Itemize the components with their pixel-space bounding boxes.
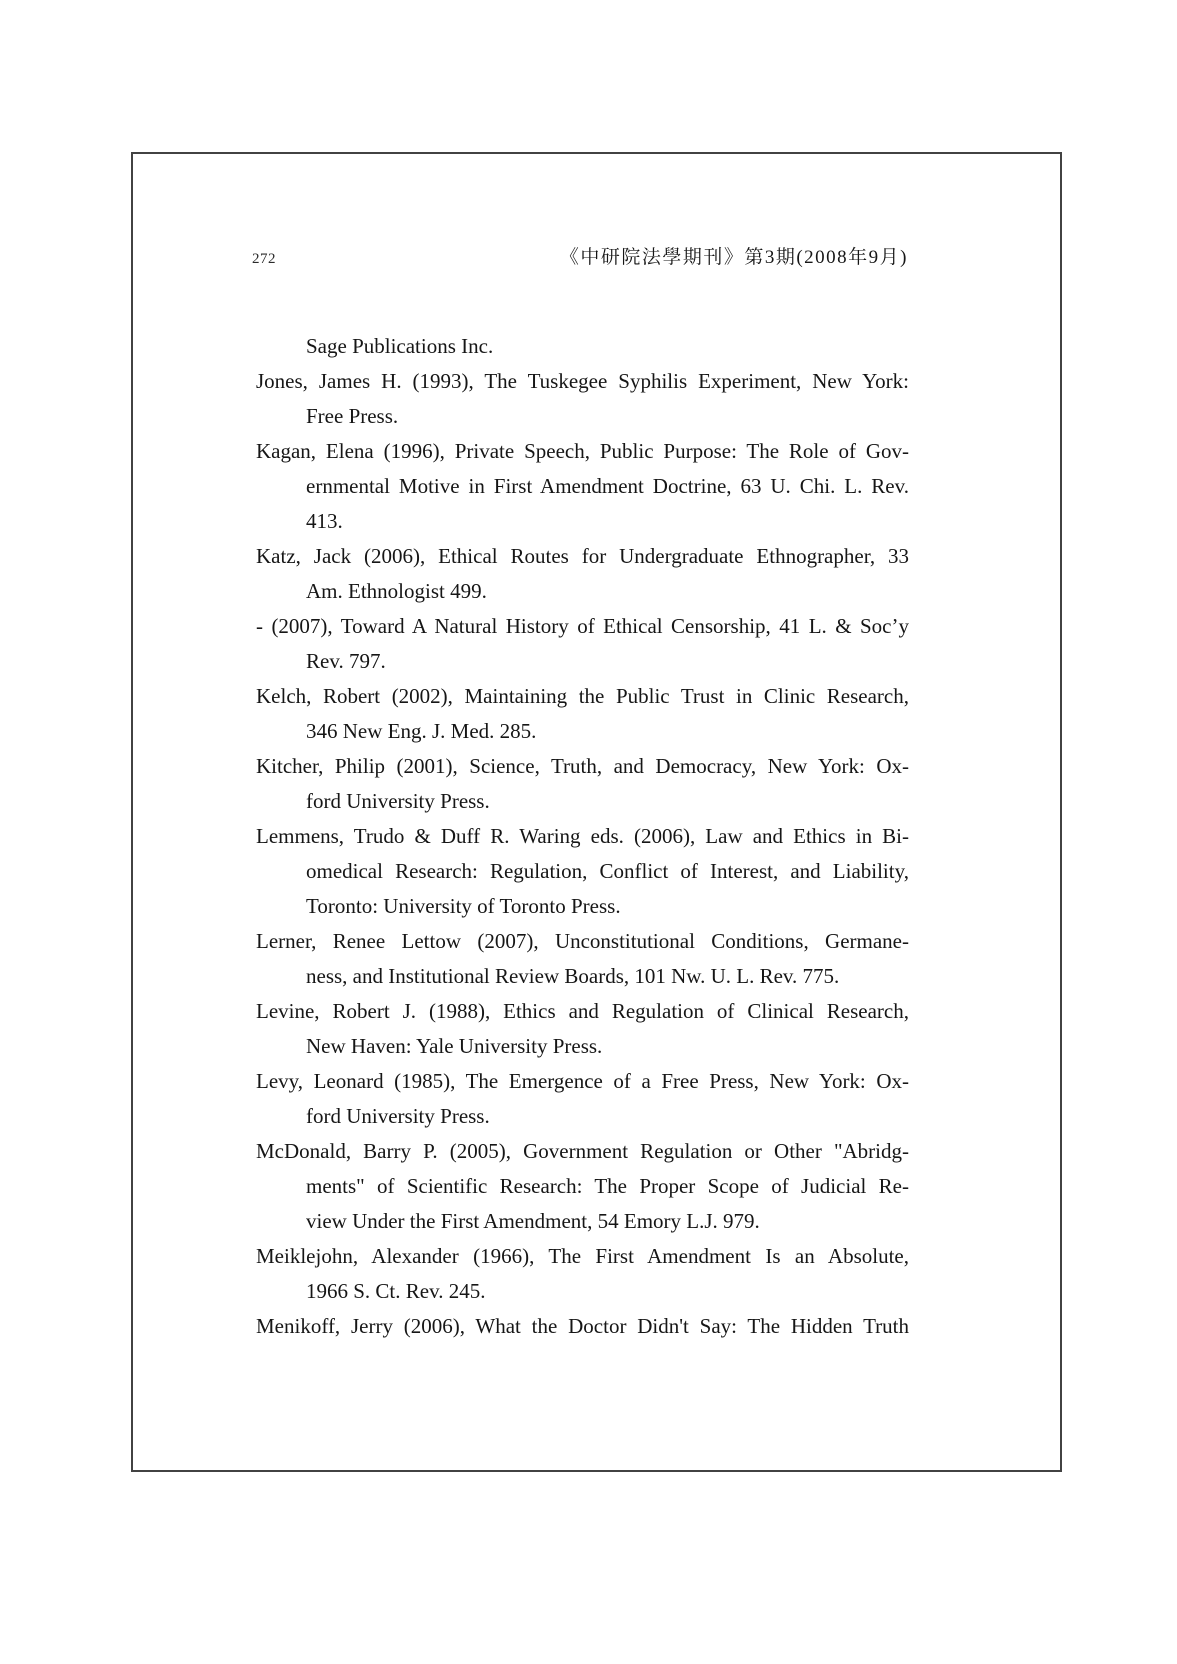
reference-line: Kagan, Elena (1996), Private Speech, Public Purpose: The Role of Gov- — [256, 439, 909, 463]
reference-line: ments" of Scientific Research: The Proper Scope of Judicial Re- — [306, 1174, 909, 1198]
reference-entry — [256, 1309, 909, 1344]
reference-line: Toronto: University of Toronto Press. — [306, 894, 621, 918]
references-list — [256, 329, 909, 1344]
reference-entry — [256, 609, 909, 679]
journal-title: 《中研院法學期刊》第3期(2008年9月) — [559, 247, 908, 268]
reference-line: Rev. 797. — [306, 649, 386, 673]
reference-entry — [256, 329, 909, 364]
reference-line: ford University Press. — [306, 1104, 490, 1128]
reference-line: ness, and Institutional Review Boards, 101 Nw. U. L. Rev. 775. — [306, 964, 840, 988]
reference-line: Jones, James H. (1993), The Tuskegee Syphilis Experiment, New York: — [256, 369, 909, 393]
reference-entry — [256, 364, 909, 434]
reference-line: Menikoff, Jerry (2006), What the Doctor Didn't Say: The Hidden Truth — [256, 1314, 909, 1338]
reference-line: Katz, Jack (2006), Ethical Routes for Undergraduate Ethnographer, 33 — [256, 544, 909, 568]
reference-line: view Under the First Amendment, 54 Emory L.J. 979. — [306, 1209, 760, 1233]
reference-line: Sage Publications Inc. — [306, 334, 494, 358]
reference-entry — [256, 434, 909, 539]
page-header — [252, 242, 908, 269]
reference-line: ford University Press. — [306, 789, 490, 813]
page-number: 272 — [252, 251, 276, 267]
reference-line: Kelch, Robert (2002), Maintaining the Public Trust in Clinic Research, — [256, 684, 909, 708]
reference-line: - (2007), Toward A Natural History of Ethical Censorship, 41 L. & Soc’y — [256, 614, 909, 638]
reference-line: McDonald, Barry P. (2005), Government Regulation or Other "Abridg- — [256, 1139, 909, 1163]
reference-line: omedical Research: Regulation, Conflict of Interest, and Liability, — [306, 859, 909, 883]
reference-line: Am. Ethnologist 499. — [306, 579, 487, 603]
reference-line: Levine, Robert J. (1988), Ethics and Regulation of Clinical Research, — [256, 999, 909, 1023]
reference-entry — [256, 1064, 909, 1134]
reference-line: ernmental Motive in First Amendment Doctrine, 63 U. Chi. L. Rev. — [306, 474, 909, 498]
page-frame — [131, 152, 1062, 1472]
reference-entry — [256, 539, 909, 609]
reference-line: Lerner, Renee Lettow (2007), Unconstitutional Conditions, Germane- — [256, 929, 909, 953]
reference-line: 413. — [306, 509, 343, 533]
reference-entry — [256, 819, 909, 924]
reference-line: Free Press. — [306, 404, 399, 428]
reference-line: 346 New Eng. J. Med. 285. — [306, 719, 537, 743]
reference-entry — [256, 924, 909, 994]
reference-entry — [256, 679, 909, 749]
reference-line: 1966 S. Ct. Rev. 245. — [306, 1279, 486, 1303]
reference-line: Lemmens, Trudo & Duff R. Waring eds. (2006), Law and Ethics in Bi- — [256, 824, 909, 848]
reference-entry — [256, 994, 909, 1064]
reference-line: Levy, Leonard (1985), The Emergence of a Free Press, New York: Ox- — [256, 1069, 909, 1093]
reference-entry — [256, 749, 909, 819]
reference-line: Meiklejohn, Alexander (1966), The First Amendment Is an Absolute, — [256, 1244, 909, 1268]
reference-entry — [256, 1239, 909, 1309]
reference-line: Kitcher, Philip (2001), Science, Truth, and Democracy, New York: Ox- — [256, 754, 909, 778]
reference-entry — [256, 1134, 909, 1239]
reference-line: New Haven: Yale University Press. — [306, 1034, 603, 1058]
